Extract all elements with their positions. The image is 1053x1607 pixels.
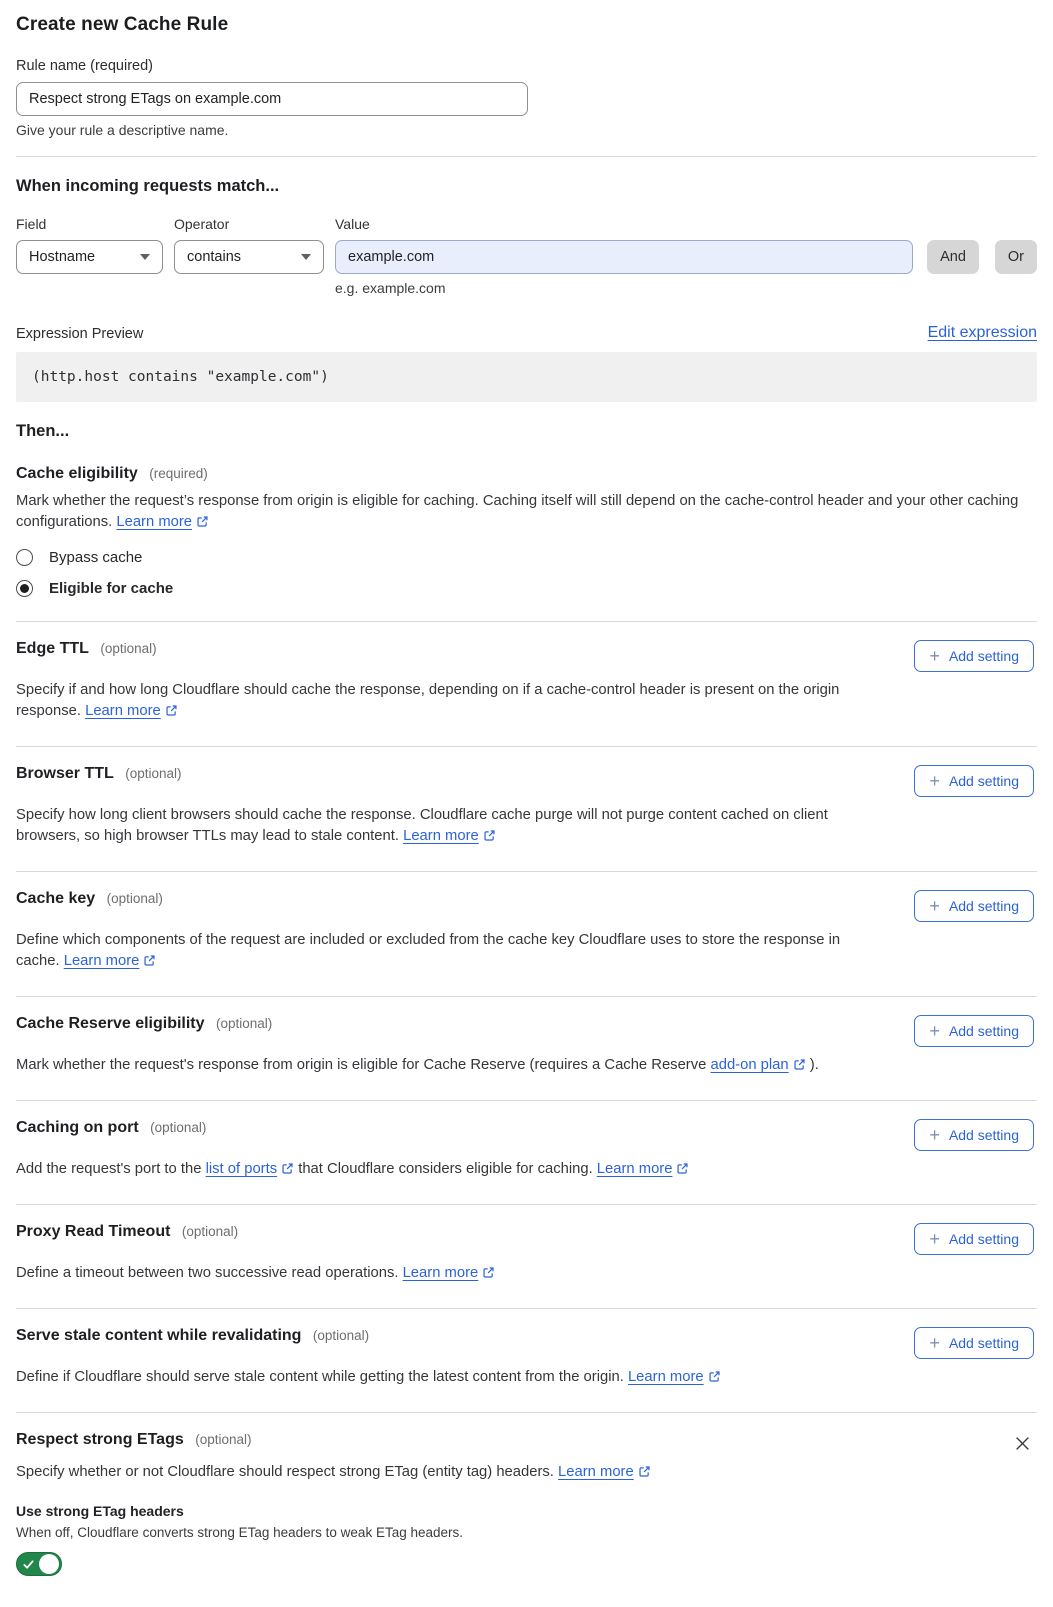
section-description: Specify how long client browsers should cache the response. Cloudflare cache purge will not purge content cached on client browsers, so high browser TTLs may lead to stale content. Learn more	[16, 807, 828, 844]
section-title: Proxy Read Timeout	[16, 1223, 171, 1240]
optional-setting-section	[16, 872, 1037, 997]
plus-icon: +	[929, 646, 940, 666]
matcher-labels	[16, 216, 1037, 232]
chevron-down-icon	[301, 254, 311, 260]
optional-setting-section	[16, 622, 1037, 747]
rule-name-help: Give your rule a descriptive name.	[16, 122, 229, 138]
plus-icon: +	[929, 1333, 940, 1353]
radio-icon[interactable]	[16, 580, 33, 597]
etags-optional-tag: (optional)	[195, 1432, 252, 1447]
section-title: Caching on port	[16, 1119, 139, 1136]
cache-eligibility-options	[16, 549, 1037, 597]
add-setting-button[interactable]	[914, 640, 1034, 672]
learn-more-link[interactable]: Learn more	[116, 514, 193, 530]
respect-strong-etags-section	[16, 1413, 1037, 1591]
radio-icon[interactable]	[16, 549, 33, 566]
divider	[16, 156, 1037, 157]
optional-setting-section	[16, 1101, 1037, 1205]
section-optional-tag: (optional)	[181, 1224, 239, 1239]
page-title: Create new Cache Rule	[16, 14, 229, 35]
add-setting-label: Add setting	[948, 1127, 1019, 1143]
field-select[interactable]	[16, 240, 163, 274]
external-link-icon	[196, 515, 209, 528]
external-link-icon	[165, 704, 178, 717]
learn-more-link[interactable]: Learn more	[596, 1161, 673, 1177]
external-link-icon	[793, 1058, 806, 1071]
rule-name-input[interactable]	[16, 82, 528, 116]
close-icon[interactable]	[1010, 1431, 1035, 1456]
and-button[interactable]: And	[927, 240, 979, 274]
value-input[interactable]	[335, 240, 913, 274]
use-strong-etag-headers-title: Use strong ETag headers	[16, 1503, 184, 1519]
external-link-icon	[483, 829, 496, 842]
external-link-icon	[482, 1266, 495, 1279]
expression-preview-label: Expression Preview	[16, 326, 144, 342]
learn-more-link[interactable]: Learn more	[403, 828, 479, 844]
etags-section-title: Respect strong ETags	[16, 1431, 184, 1448]
plus-icon: +	[929, 1021, 940, 1041]
optional-setting-section	[16, 1309, 1037, 1413]
add-setting-button[interactable]	[914, 1327, 1034, 1359]
section-optional-tag: (optional)	[215, 1016, 273, 1031]
learn-more-link[interactable]: Learn more	[558, 1464, 634, 1480]
optional-sections	[16, 622, 1037, 1413]
edit-expression-link[interactable]: Edit expression	[927, 324, 1037, 341]
section-description: Specify if and how long Cloudflare should cache the response, depending on if a cache-control header is present on the origin response. Learn more	[16, 682, 840, 719]
section-optional-tag: (optional)	[125, 766, 182, 781]
section-title: Browser TTL	[16, 765, 114, 782]
expression-preview-row	[16, 324, 1037, 342]
learn-more-link[interactable]: Learn more	[627, 1369, 704, 1385]
plus-icon: +	[929, 1125, 940, 1145]
then-heading: Then...	[16, 422, 70, 440]
etags-description: Specify whether or not Cloudflare should respect strong ETag (entity tag) headers. Learn more	[16, 1462, 1037, 1483]
learn-more-link[interactable]: Learn more	[63, 953, 140, 969]
cache-eligibility-description: Mark whether the request’s response from origin is eligible for caching. Caching itself will still depend on the cache-control header and your other caching configurations. Learn more	[16, 493, 1019, 530]
section-description: Define a timeout between two successive read operations. Learn more	[16, 1263, 848, 1284]
use-strong-etag-headers-note: When off, Cloudflare converts strong ETag headers to weak ETag headers.	[16, 1525, 464, 1540]
field-select-value: Hostname	[29, 249, 96, 265]
expression-code: (http.host contains "example.com")	[16, 352, 1037, 402]
add-setting-label: Add setting	[948, 1231, 1019, 1247]
plus-icon: +	[929, 1229, 940, 1249]
section-description: Define which components of the request are included or excluded from the cache key Cloudflare uses to store the response in cache. Learn more	[16, 932, 841, 969]
external-link-icon	[143, 954, 156, 967]
section-optional-tag: (optional)	[150, 1120, 207, 1135]
section-title: Edge TTL	[16, 640, 89, 657]
add-setting-button[interactable]	[914, 1119, 1034, 1151]
learn-more-link[interactable]: Learn more	[402, 1265, 479, 1281]
section-optional-tag: (optional)	[100, 641, 157, 656]
rule-name-label: Rule name (required)	[16, 58, 154, 74]
add-setting-label: Add setting	[948, 1335, 1019, 1351]
radio-label: Bypass cache	[49, 549, 143, 566]
radio-option-bypass-cache[interactable]	[16, 549, 1037, 566]
check-icon	[23, 1559, 34, 1570]
add-setting-label: Add setting	[948, 1023, 1019, 1039]
add-setting-label: Add setting	[948, 898, 1019, 914]
external-link-icon	[676, 1162, 689, 1175]
operator-select[interactable]	[174, 240, 324, 274]
add-on-plan-link[interactable]: add-on plan	[710, 1057, 789, 1073]
external-link-icon	[638, 1465, 651, 1478]
add-setting-button[interactable]	[914, 1015, 1034, 1047]
field-label: Field	[16, 216, 47, 232]
matcher-row	[16, 240, 1037, 274]
section-description: Define if Cloudflare should serve stale content while getting the latest content from the origin. Learn more	[16, 1367, 848, 1388]
cache-eligibility-required-tag: (required)	[149, 466, 208, 481]
matcher-heading: When incoming requests match...	[16, 177, 280, 195]
add-setting-button[interactable]	[914, 890, 1034, 922]
section-optional-tag: (optional)	[106, 891, 163, 906]
optional-setting-section	[16, 997, 1037, 1101]
learn-more-link[interactable]: Learn more	[85, 703, 161, 719]
radio-label: Eligible for cache	[49, 580, 174, 597]
operator-select-value: contains	[187, 249, 242, 265]
plus-icon: +	[929, 771, 940, 791]
external-link-icon	[281, 1162, 294, 1175]
section-title: Cache Reserve eligibility	[16, 1015, 205, 1032]
toggle-knob	[39, 1554, 59, 1574]
value-label: Value	[335, 216, 370, 232]
chevron-down-icon	[140, 254, 150, 260]
section-optional-tag: (optional)	[312, 1328, 370, 1343]
value-hint: e.g. example.com	[335, 280, 446, 296]
add-setting-button[interactable]	[914, 1223, 1034, 1255]
section-title: Cache key	[16, 890, 96, 907]
use-strong-etag-toggle[interactable]	[16, 1552, 62, 1576]
section-description: Mark whether the request's response from origin is eligible for Cache Reserve (requires a Cache Reserve add-on plan ).	[16, 1057, 819, 1073]
cache-eligibility-title: Cache eligibility	[16, 465, 138, 482]
section-description: Add the request's port to the list of ports that Cloudflare considers eligible for caching. Learn more	[16, 1159, 848, 1180]
optional-setting-section	[16, 1205, 1037, 1309]
add-setting-button[interactable]	[914, 765, 1034, 797]
add-setting-label: Add setting	[948, 773, 1019, 789]
list-of-ports-link[interactable]: list of ports	[205, 1161, 278, 1177]
section-title: Serve stale content while revalidating	[16, 1327, 302, 1344]
or-button[interactable]: Or	[995, 240, 1037, 274]
radio-option-eligible-for-cache[interactable]	[16, 580, 1037, 597]
optional-setting-section	[16, 747, 1037, 872]
operator-label: Operator	[174, 216, 230, 232]
cache-eligibility-header	[16, 465, 1037, 483]
external-link-icon	[708, 1370, 721, 1383]
add-setting-label: Add setting	[948, 648, 1019, 664]
plus-icon: +	[929, 896, 940, 916]
